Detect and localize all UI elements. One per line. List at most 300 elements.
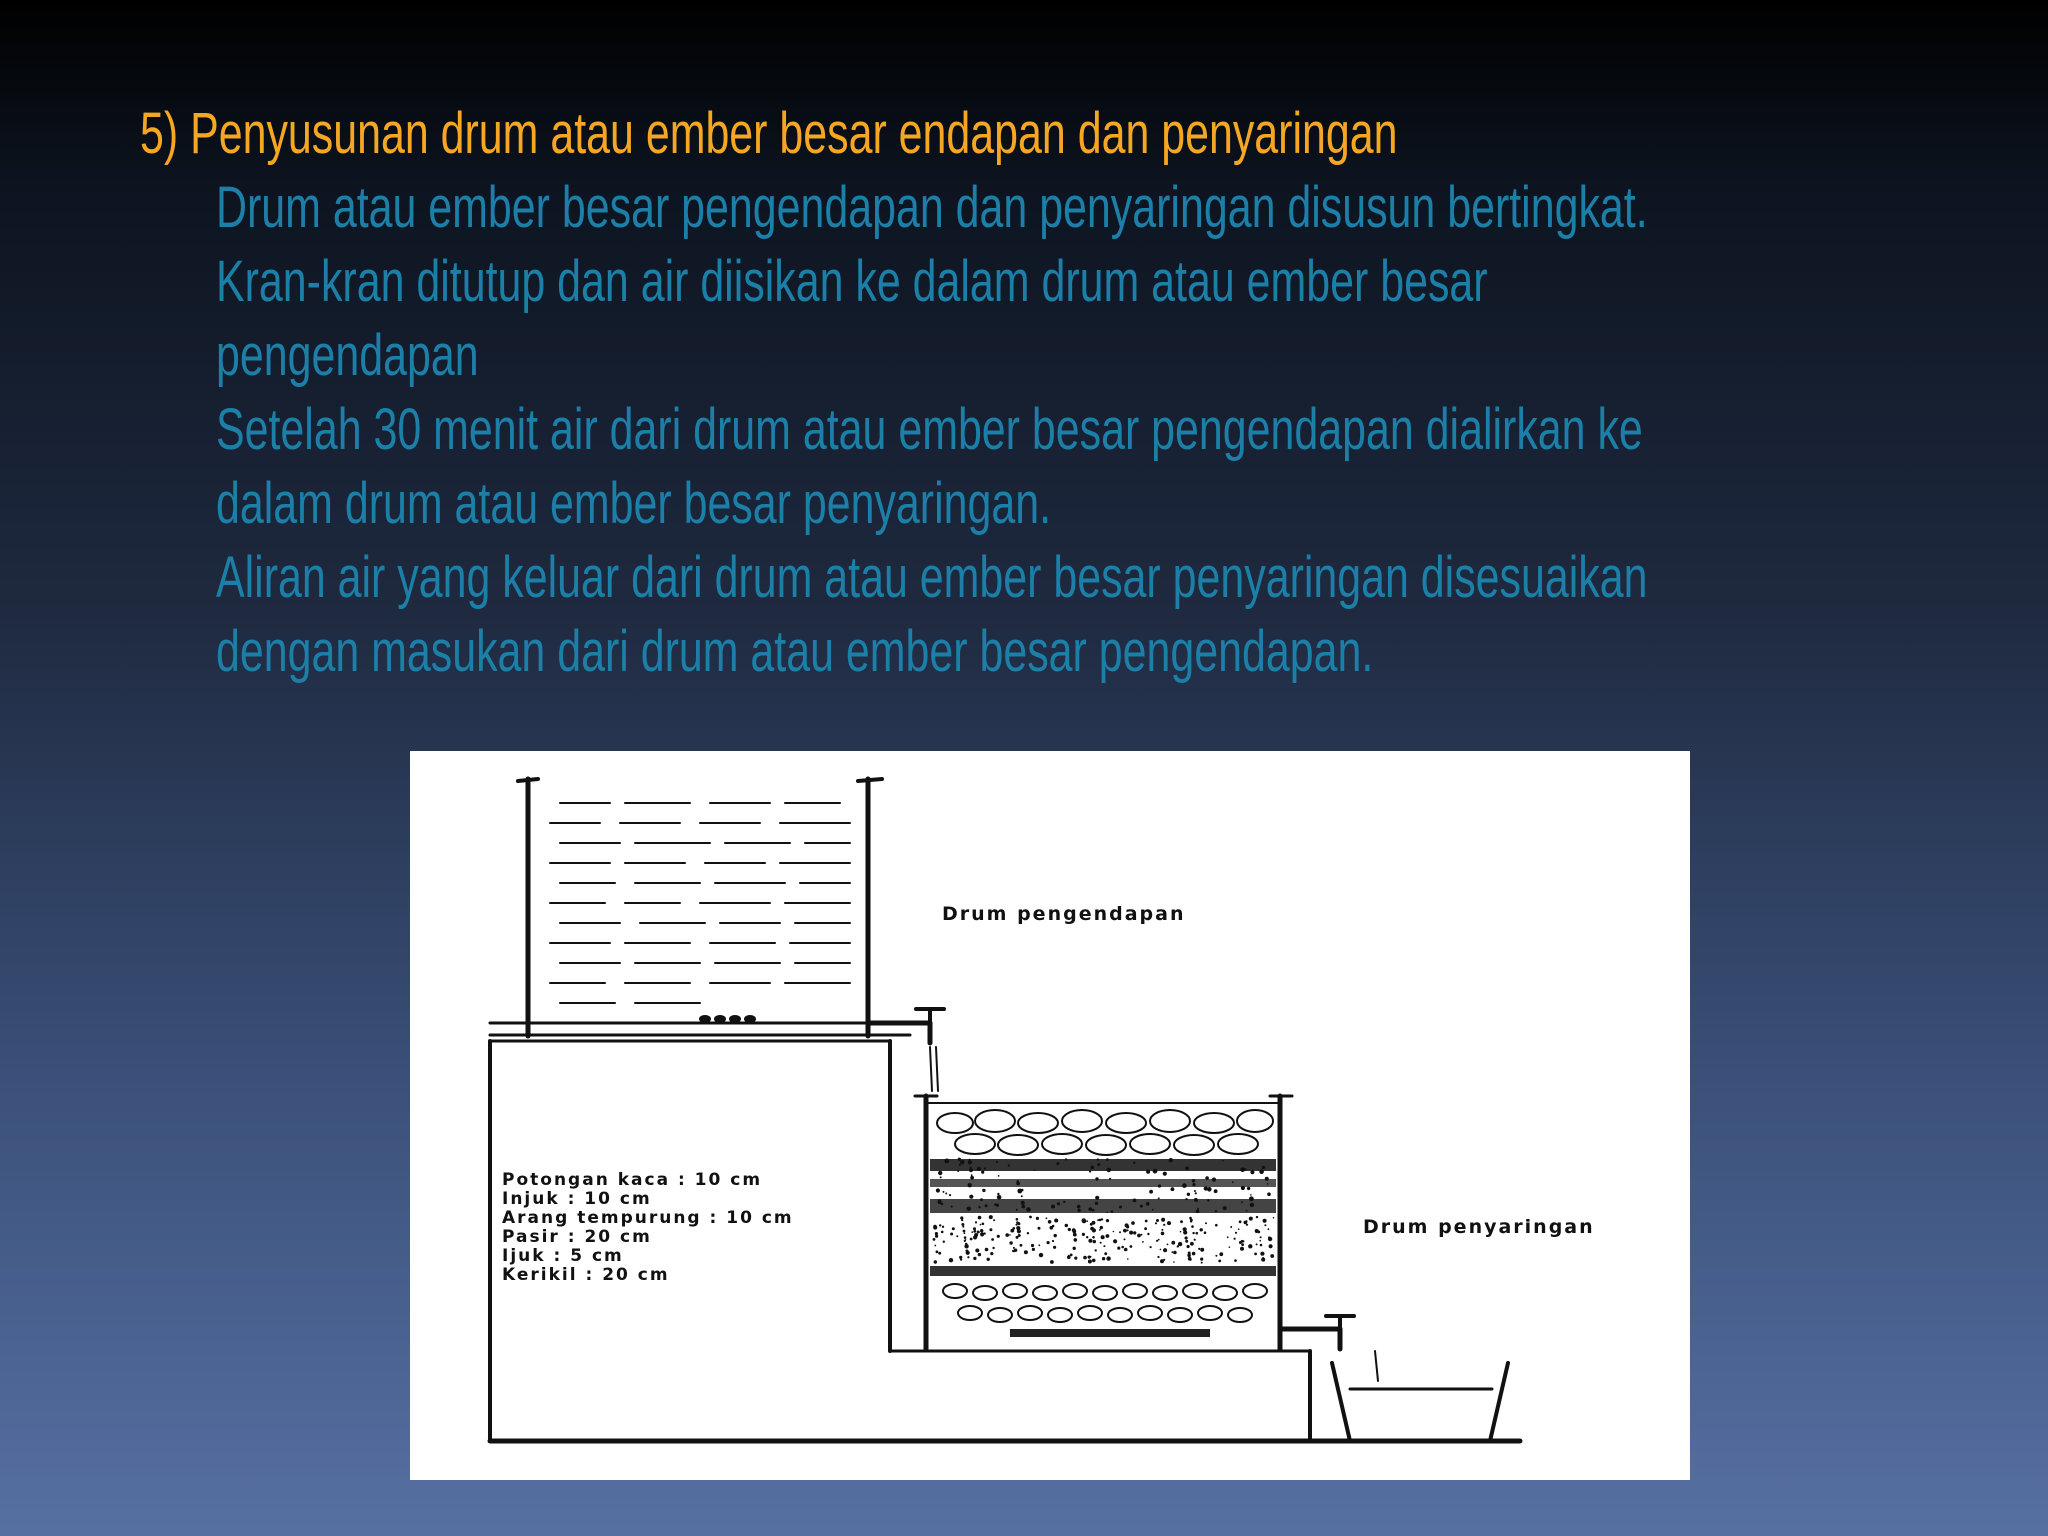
sand-dot	[1119, 1231, 1121, 1233]
sand-dot	[967, 1256, 969, 1258]
charcoal-dot	[1057, 1202, 1060, 1205]
sand-dot	[1032, 1248, 1035, 1251]
sand-dot	[1218, 1260, 1221, 1263]
sand-dot	[1047, 1241, 1050, 1244]
sand-dot	[1264, 1224, 1266, 1226]
sand-dot	[1117, 1247, 1120, 1250]
charcoal-dot	[968, 1183, 972, 1187]
charcoal-dot	[968, 1160, 972, 1164]
sand-dot	[1083, 1256, 1087, 1260]
sand-dot	[1130, 1245, 1133, 1248]
charcoal-dot	[1158, 1197, 1160, 1199]
sand-dot	[1127, 1229, 1129, 1231]
body-line-6: Aliran air yang keluar dari drum atau ember besar penyaringan disesuaikan	[216, 545, 1648, 610]
sand-dot	[1270, 1254, 1274, 1258]
sand-dot	[993, 1219, 995, 1221]
layer-item: Pasir : 20 cm	[502, 1227, 652, 1247]
charcoal-dot	[936, 1188, 940, 1192]
sand-dot	[1013, 1247, 1015, 1249]
sand-dot	[1230, 1226, 1232, 1228]
charcoal-dot	[1222, 1160, 1224, 1162]
charcoal-dot	[1163, 1172, 1167, 1176]
charcoal-dot	[1241, 1201, 1243, 1203]
sand-dot	[990, 1252, 993, 1255]
sand-dot	[1150, 1246, 1152, 1248]
sand-dot	[956, 1235, 958, 1237]
sand-dot	[1101, 1236, 1104, 1239]
sand-dot	[1270, 1246, 1272, 1248]
charcoal-dot	[1140, 1205, 1143, 1208]
settling-tap	[868, 1009, 944, 1091]
charcoal-dot	[998, 1175, 1000, 1177]
sand-dot	[1205, 1222, 1207, 1224]
sand-dot	[1198, 1248, 1200, 1250]
sand-dot	[1131, 1221, 1135, 1225]
charcoal-dot	[1196, 1200, 1198, 1202]
sand-dot	[1121, 1246, 1124, 1249]
sand-dot	[1260, 1236, 1262, 1238]
sand-dot	[975, 1221, 977, 1223]
charcoal-dot	[997, 1195, 1002, 1200]
charcoal-dot	[938, 1171, 942, 1175]
charcoal-dot	[1056, 1162, 1059, 1165]
collecting-basin	[1332, 1363, 1508, 1441]
charcoal-dot	[1214, 1189, 1218, 1193]
charcoal-dot	[1267, 1183, 1269, 1185]
sand-dot	[982, 1223, 985, 1226]
sand-dot	[933, 1238, 936, 1241]
charcoal-dot	[1089, 1170, 1091, 1172]
charcoal-dot	[1246, 1210, 1248, 1212]
sand-dot	[1073, 1247, 1076, 1250]
body-line-3: pengendapan	[216, 323, 479, 388]
gravel-top	[937, 1110, 1273, 1155]
charcoal-dot	[1192, 1179, 1195, 1182]
settling-drum	[490, 779, 944, 1091]
sand-dot	[1024, 1250, 1028, 1254]
sand-dot	[1200, 1248, 1204, 1252]
sand-dot	[1086, 1220, 1088, 1222]
layer-item: Kerikil : 20 cm	[502, 1265, 670, 1285]
filtration-diagram	[410, 751, 1690, 1480]
sand-dot	[997, 1235, 1000, 1238]
sand-dot	[987, 1258, 990, 1261]
sand-dot	[1263, 1219, 1267, 1223]
charcoal-dot	[1107, 1168, 1112, 1173]
sand-dot	[1100, 1242, 1102, 1244]
sand-dot	[1173, 1251, 1177, 1255]
sand-dot	[983, 1232, 985, 1234]
charcoal-dot	[959, 1164, 961, 1166]
sand-dot	[1124, 1238, 1126, 1240]
sand-dot	[1244, 1221, 1248, 1225]
charcoal-dot	[1016, 1209, 1018, 1211]
sand-dot	[1068, 1228, 1071, 1231]
sand-dot	[1219, 1252, 1223, 1256]
charcoal-dot	[941, 1203, 944, 1206]
sand-dot	[1090, 1223, 1093, 1226]
sand-dot	[1102, 1257, 1105, 1260]
charcoal-dot	[1097, 1158, 1099, 1160]
charcoal-dot	[1021, 1201, 1025, 1205]
sand-dot	[1067, 1255, 1071, 1259]
sand-dot	[1163, 1224, 1165, 1226]
sand-dot	[1180, 1220, 1183, 1223]
charcoal-dot	[996, 1161, 998, 1163]
charcoal-dot	[1119, 1206, 1122, 1209]
sand-dot	[1183, 1230, 1187, 1234]
sand-dot	[989, 1215, 993, 1219]
sand-dot	[1187, 1254, 1191, 1258]
sand-dot	[980, 1229, 983, 1232]
sand-dot	[942, 1226, 944, 1228]
charcoal-dot	[1247, 1187, 1250, 1190]
sand-dot	[1129, 1231, 1133, 1235]
sand-dot	[1086, 1236, 1088, 1238]
sand-dot	[935, 1235, 938, 1238]
sand-dot	[1088, 1239, 1092, 1243]
sand-dot	[1054, 1219, 1058, 1223]
sand-dot	[964, 1244, 968, 1248]
sand-dot	[1113, 1239, 1117, 1243]
sand-dot	[964, 1236, 967, 1239]
sand-dot	[1009, 1234, 1011, 1236]
sand-dot	[1260, 1252, 1264, 1256]
charcoal-dot	[1065, 1158, 1067, 1160]
body-line-4: Setelah 30 menit air dari drum atau ember besar pengendapan dialirkan ke	[216, 397, 1643, 462]
sand-dot	[1255, 1229, 1259, 1233]
sand-dot	[1054, 1234, 1057, 1237]
charcoal-dot	[1106, 1158, 1109, 1161]
charcoal-dot	[1267, 1192, 1271, 1196]
sand-dot	[992, 1247, 994, 1249]
charcoal-dot	[1204, 1186, 1208, 1190]
sand-dot	[1256, 1243, 1258, 1245]
sand-dot	[1013, 1227, 1016, 1230]
charcoal-dot	[1111, 1210, 1114, 1213]
charcoal-dot	[1153, 1169, 1158, 1174]
sand-dot	[1113, 1231, 1115, 1233]
sand-dot	[1262, 1257, 1264, 1259]
sand-dot	[977, 1231, 980, 1234]
charcoal-dot	[984, 1168, 986, 1170]
sand-dot	[1038, 1227, 1041, 1230]
charcoal-dot	[1008, 1164, 1010, 1166]
sand-dot	[1234, 1238, 1236, 1240]
sand-dot	[1123, 1229, 1127, 1233]
layer-item: Ijuk : 5 cm	[502, 1246, 624, 1266]
sand-dot	[1082, 1233, 1085, 1236]
sand-dot	[973, 1257, 976, 1260]
sand-dot	[1009, 1241, 1012, 1244]
sand-dot	[1141, 1234, 1143, 1236]
sand-dot	[952, 1227, 955, 1230]
sand-dot	[1017, 1222, 1020, 1225]
sand-dot	[1106, 1234, 1110, 1238]
sand-dot	[941, 1231, 944, 1234]
charcoal-dot	[980, 1198, 983, 1201]
charcoal-dot	[971, 1174, 973, 1176]
sand-dot	[1163, 1248, 1167, 1252]
sand-dot	[1133, 1231, 1136, 1234]
charcoal-dot	[1240, 1167, 1245, 1172]
sand-dot	[1103, 1245, 1105, 1247]
sand-dot	[1099, 1229, 1101, 1231]
sand-dot	[1194, 1239, 1196, 1241]
sand-dot	[1127, 1258, 1129, 1260]
sand-dot	[1092, 1236, 1095, 1239]
sand-dot	[1254, 1253, 1257, 1256]
sand-dot	[1092, 1228, 1096, 1232]
sand-dot	[1268, 1237, 1272, 1241]
sand-dot	[1192, 1232, 1194, 1234]
sand-dot	[1161, 1218, 1165, 1222]
sand-dot	[1188, 1257, 1192, 1261]
layer-item: Arang tempurung : 10 cm	[502, 1208, 794, 1228]
sand-dot	[1073, 1233, 1077, 1237]
sand-dot	[1160, 1249, 1162, 1251]
charcoal-dot	[1215, 1210, 1217, 1212]
sand-dot	[971, 1231, 973, 1233]
sand-dot	[1201, 1262, 1203, 1264]
sand-dot	[1031, 1244, 1034, 1247]
charcoal-dot	[1146, 1202, 1150, 1206]
charcoal-dot	[1250, 1194, 1252, 1196]
sand-dot	[1273, 1217, 1275, 1219]
sand-dot	[934, 1260, 937, 1263]
charcoal-dot	[1195, 1192, 1197, 1194]
charcoal-dot	[1250, 1170, 1254, 1174]
label-settling-drum: Drum pengendapan	[942, 903, 1186, 925]
sand-dot	[1100, 1226, 1103, 1229]
sand-dot	[1052, 1240, 1054, 1242]
sand-dot	[1088, 1260, 1092, 1264]
charcoal-dot	[1197, 1208, 1199, 1210]
sand-dot	[1180, 1231, 1182, 1233]
sand-dot	[1018, 1234, 1021, 1237]
sand-dot	[1229, 1246, 1231, 1248]
body-line-5: dalam drum atau ember besar penyaringan.	[216, 471, 1052, 536]
charcoal-dot	[945, 1193, 947, 1195]
charcoal-dot	[1021, 1205, 1025, 1209]
sand-dot	[1239, 1220, 1242, 1223]
sand-dot	[1185, 1240, 1188, 1243]
layer-list	[502, 1171, 794, 1285]
sand-dot	[1090, 1256, 1092, 1258]
sand-dot	[1145, 1220, 1148, 1223]
sand-dot	[1163, 1259, 1165, 1261]
sand-dot	[1268, 1228, 1270, 1230]
sand-dot	[978, 1216, 982, 1220]
sand-dot	[1070, 1254, 1073, 1257]
charcoal-dot	[1106, 1212, 1108, 1214]
layer-item: Potongan kaca : 10 cm	[502, 1170, 763, 1190]
sand-dot	[1046, 1217, 1048, 1219]
sand-dot	[1156, 1240, 1158, 1242]
charcoal-dot	[1077, 1205, 1081, 1209]
sand-dot	[1011, 1230, 1014, 1233]
charcoal-dot	[1259, 1169, 1264, 1174]
charcoal-dot	[970, 1176, 974, 1180]
charcoal-dot	[1051, 1205, 1055, 1209]
charcoal-dot	[1095, 1202, 1098, 1205]
charcoal-dot	[1223, 1206, 1227, 1210]
sand-dot	[1187, 1245, 1190, 1248]
sand-dot	[1196, 1232, 1199, 1235]
charcoal-dot	[982, 1189, 985, 1192]
sand-dot	[1171, 1251, 1173, 1253]
charcoal-dot	[1158, 1184, 1161, 1187]
sand-dot	[1200, 1258, 1203, 1261]
sand-dot	[1147, 1233, 1149, 1235]
label-filter-drum: Drum penyaringan	[1363, 1216, 1595, 1238]
sand-dot	[1260, 1244, 1263, 1247]
gravel-bottom	[943, 1284, 1267, 1322]
sand-dot	[960, 1259, 962, 1261]
sand-dot	[1235, 1232, 1237, 1234]
sand-dot	[1200, 1228, 1203, 1231]
sand-dot	[1097, 1219, 1099, 1221]
body-line-1: Drum atau ember besar pengendapan dan penyaringan disusun bertingkat.	[216, 175, 1648, 240]
sand-dot	[1106, 1256, 1110, 1260]
sand-dot	[1144, 1227, 1147, 1230]
sand-dot	[989, 1228, 992, 1231]
sand-dot	[1178, 1242, 1182, 1246]
charcoal-dot	[943, 1191, 945, 1193]
charcoal-dot	[967, 1207, 971, 1211]
charcoal-dot	[1021, 1189, 1024, 1192]
sand-dot	[1093, 1240, 1096, 1243]
sand-dot	[1191, 1225, 1194, 1228]
charcoal-dot	[997, 1193, 999, 1195]
charcoal-dot	[1185, 1198, 1187, 1200]
sand-dot	[939, 1224, 941, 1226]
charcoal-dot	[977, 1167, 981, 1171]
sand-dot	[1259, 1240, 1261, 1242]
charcoal-dot	[1133, 1162, 1135, 1164]
charcoal-dot	[1095, 1196, 1099, 1200]
charcoal-dot	[969, 1168, 973, 1172]
charcoal-dot	[978, 1206, 980, 1208]
sand-dot	[1167, 1221, 1171, 1225]
sand-dot	[1039, 1253, 1043, 1257]
charcoal-dot	[1244, 1168, 1246, 1170]
charcoal-dot	[1171, 1187, 1175, 1191]
sand-dot	[1249, 1217, 1253, 1221]
charcoal-dot	[981, 1171, 984, 1174]
sand-dot	[1204, 1231, 1207, 1234]
sand-dot	[1053, 1246, 1056, 1249]
sand-dot	[978, 1253, 981, 1256]
charcoal-dot	[944, 1159, 949, 1164]
charcoal-dot	[1026, 1207, 1031, 1212]
sand-dot	[1185, 1236, 1188, 1239]
sand-dot	[1215, 1255, 1217, 1257]
sand-dot	[1156, 1219, 1159, 1222]
sand-dot	[973, 1227, 976, 1230]
charcoal-dot	[1250, 1203, 1254, 1207]
sand-dot	[1161, 1229, 1163, 1231]
sand-dot	[1234, 1259, 1237, 1262]
filter-drum	[915, 1096, 1378, 1381]
sand-dot	[1020, 1245, 1022, 1247]
sand-dot	[1050, 1260, 1054, 1264]
sand-dot	[1065, 1224, 1068, 1227]
sand-dot	[959, 1256, 962, 1259]
sand-dot	[936, 1250, 939, 1253]
sand-dot	[1137, 1234, 1141, 1238]
sand-dot	[1239, 1241, 1242, 1244]
layer-item: Injuk : 10 cm	[502, 1189, 652, 1209]
sand-dot	[1256, 1216, 1258, 1218]
sand-dot	[1048, 1220, 1052, 1224]
sand-dot	[938, 1253, 940, 1255]
charcoal-dot	[951, 1206, 953, 1208]
sand-dot	[1190, 1220, 1192, 1222]
charcoal-dot	[969, 1195, 973, 1199]
charcoal-dot	[1109, 1178, 1111, 1180]
charcoal-dot	[1021, 1195, 1023, 1197]
sand-dot	[1125, 1223, 1129, 1227]
charcoal-dot	[957, 1170, 959, 1172]
sand-dot	[934, 1245, 936, 1247]
charcoal-dot	[1016, 1180, 1019, 1183]
slide-heading: 5) Penyusunan drum atau ember besar endapan dan penyaringan	[140, 101, 1398, 166]
diagram-drawing	[410, 751, 1690, 1480]
sand-dot	[1027, 1232, 1029, 1234]
water-lines	[550, 803, 850, 1003]
sand-dot	[1074, 1238, 1078, 1242]
charcoal-dot	[1265, 1177, 1269, 1181]
sand-dot	[1190, 1242, 1194, 1246]
sand-dot	[1227, 1236, 1229, 1238]
charcoal-dot	[1262, 1166, 1265, 1169]
sand-dot	[1215, 1224, 1218, 1227]
charcoal-dot	[1034, 1169, 1036, 1171]
charcoal-dot	[985, 1204, 988, 1207]
sand-dot	[1142, 1241, 1144, 1243]
sand-dot	[949, 1258, 953, 1262]
charcoal-dot	[949, 1194, 951, 1196]
sand-dot	[1161, 1232, 1165, 1236]
sand-dot	[975, 1249, 979, 1253]
sand-dot	[974, 1233, 978, 1237]
sand-dot	[985, 1248, 989, 1252]
sand-dot	[964, 1232, 966, 1234]
sand-dot	[1017, 1229, 1021, 1233]
charcoal-dot	[940, 1176, 942, 1178]
charcoal-dot	[1241, 1186, 1245, 1190]
sand-dot	[950, 1233, 953, 1236]
sand-dot	[1036, 1217, 1039, 1220]
charcoal-dot	[1088, 1207, 1092, 1211]
sand-dot	[991, 1238, 994, 1241]
sand-dot	[1038, 1244, 1040, 1246]
sand-dot	[1072, 1230, 1076, 1234]
sand-dot	[1167, 1244, 1169, 1246]
sand-dot	[1173, 1261, 1175, 1263]
charcoal-dot	[1192, 1183, 1195, 1186]
charcoal-dot	[1169, 1158, 1173, 1162]
charcoal-dot	[1146, 1170, 1150, 1174]
sand-dot	[980, 1232, 984, 1236]
sand-dot	[1052, 1225, 1055, 1228]
sand-dot	[1192, 1252, 1196, 1256]
sand-dot	[1158, 1239, 1160, 1241]
sand-dot	[1157, 1256, 1159, 1258]
sand-dot	[1016, 1218, 1019, 1221]
charcoal-dot	[1187, 1193, 1190, 1196]
